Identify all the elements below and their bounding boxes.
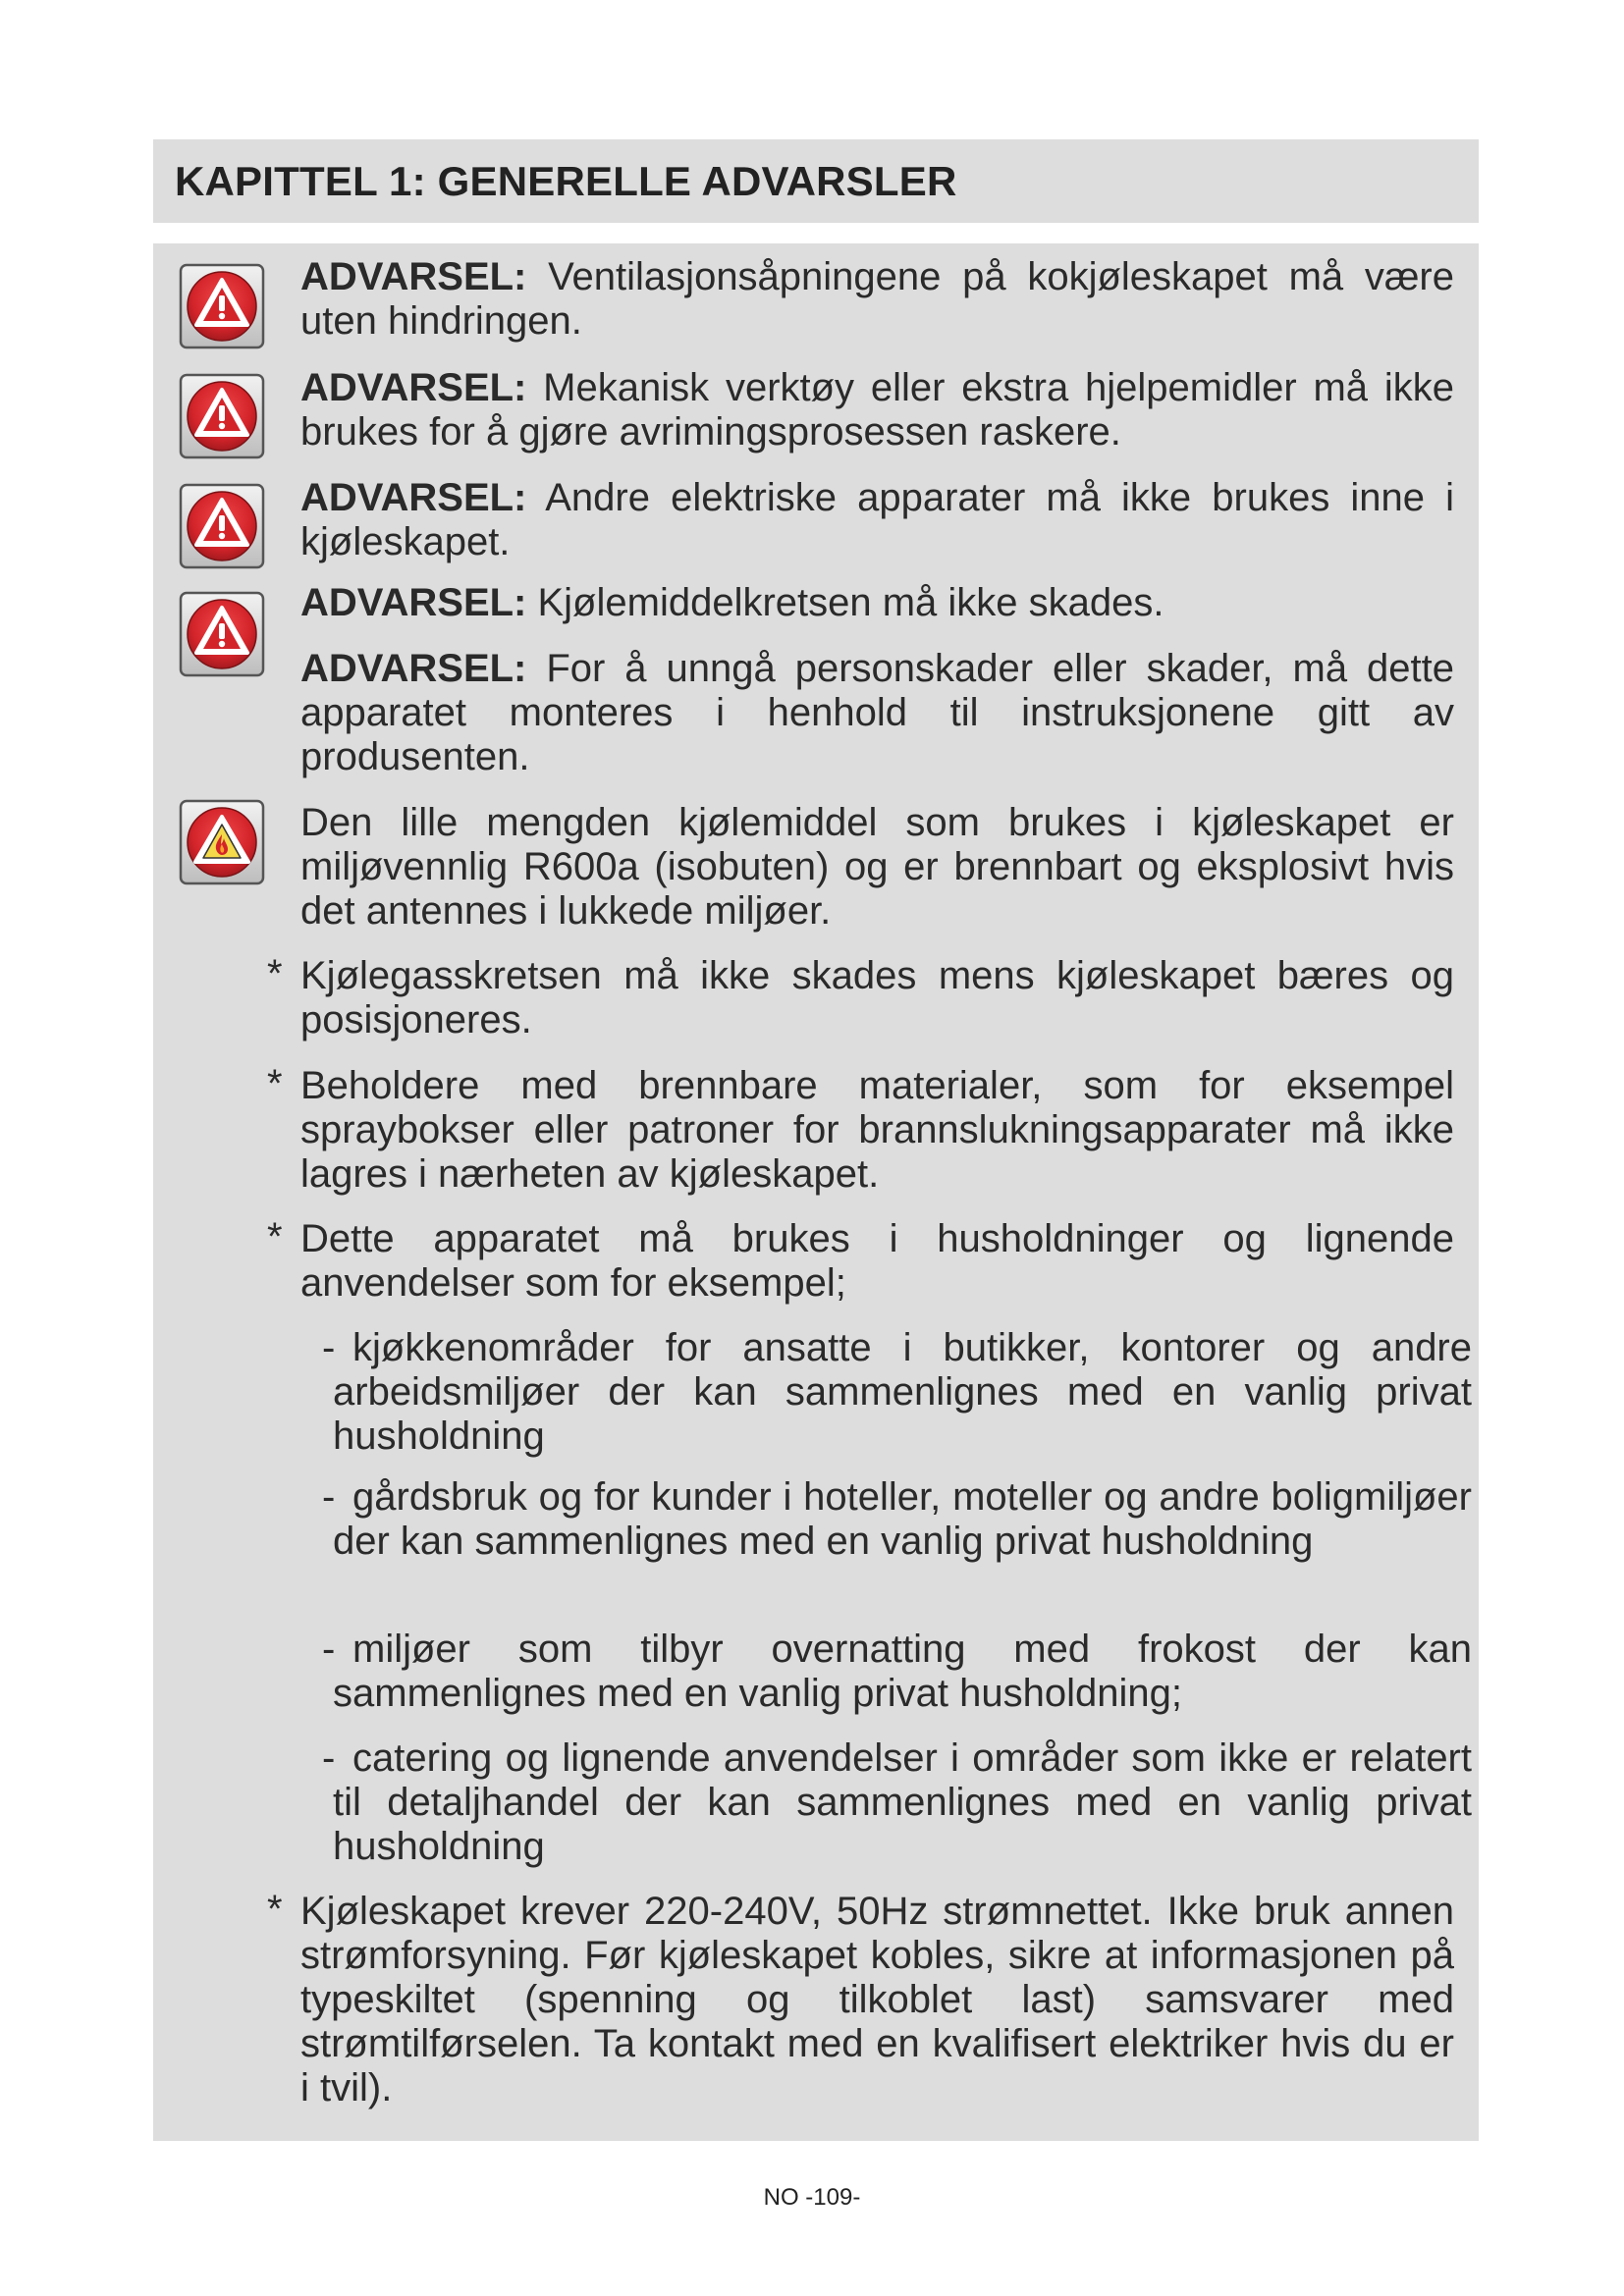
warning-label: ADVARSEL: [300,476,527,519]
warning-electrical-appliances [300,476,1454,564]
warning-label: ADVARSEL: [300,366,527,409]
sub-item-farm-houses: gårdsbruk og for kunder i hoteller, moteller og andre boligmiljøer der kan sammenlignes med en vanlig privat husholdning [333,1475,1472,1563]
warning-label: ADVARSEL: [300,581,527,624]
bullet-marker: * [267,1888,283,1931]
warning-text: Andre elektriske apparater må ikke brukes inne i kjøleskapet. [300,476,1454,563]
page-number: NO -109- [763,2184,861,2211]
warning-defrost-tools [300,366,1454,454]
warning-triangle-icon [179,483,265,569]
warning-triangle-icon [179,591,265,677]
bullet-marker: * [267,1062,283,1105]
warning-text: Mekanisk verktøy eller ekstra hjelpemidler må ikke brukes for å gjøre avrimingsprosessen raskere. [300,366,1454,454]
bullet-flammable-containers: Beholdere med brennbare materialer, som for eksempel spraybokser eller patroner for brannslukningsapparater må ikke lagres i nærheten av kjøleskapet. [300,1064,1454,1196]
warning-text: Ventilasjonsåpningene på kokjøleskapet må være uten hindringen. [300,255,1454,343]
sub-item-marker: - [322,1736,336,1780]
warning-refrigerant-circuit [300,581,1454,625]
chapter-title: KAPITTEL 1: GENERELLE ADVARSLER [175,157,957,204]
chapter-header [153,139,1479,223]
sub-item-bed-and-breakfast: miljøer som tilbyr overnatting med frokost der kan sammenlignes med en vanlig privat husholdning; [333,1628,1472,1715]
warning-text: Kjølemiddelkretsen må ikke skades. [526,581,1164,624]
warning-ventilation [300,255,1454,344]
bullet-power-supply: Kjøleskapet krever 220-240V, 50Hz strømnettet. Ikke bruk annen strømforsyning. Før kjøleskapet kobles, sikre at informasjonen på typeskiltet (spenning og tilkoblet last) samsvarer med strømtilførselen. Ta kontakt med en kvalifisert elektriker hvis du er i tvil). [300,1890,1454,2109]
flammable-warning-icon [179,799,265,885]
sub-item-marker: - [322,1475,336,1519]
flammable-refrigerant-note: Den lille mengden kjølemiddel som brukes i kjøleskapet er miljøvennlig R600a (isobuten) og er brennbart og eksplosivt hvis det antennes i lukkede miljøer. [300,801,1454,933]
bullet-household-use: Dette apparatet må brukes i husholdninger og lignende anvendelser som for eksempel; [300,1217,1454,1305]
sub-item-catering: catering og lignende anvendelser i områder som ikke er relatert til detaljhandel der kan sammenlignes med en vanlig privat husholdning [333,1736,1472,1868]
bullet-marker: * [267,1215,283,1258]
warning-label: ADVARSEL: [300,647,527,690]
warning-triangle-icon [179,373,265,459]
bullet-marker: * [267,952,283,995]
warning-text: For å unngå personskader eller skader, må dette apparatet monteres i henhold til instruksjonene gitt av produsenten. [300,647,1454,778]
warning-label: ADVARSEL: [300,255,527,298]
bullet-gas-circuit: Kjølegasskretsen må ikke skades mens kjøleskapet bæres og posisjoneres. [300,954,1454,1041]
warning-triangle-icon [179,263,265,349]
warning-installation [300,647,1454,779]
sub-item-staff-kitchens: kjøkkenområder for ansatte i butikker, kontorer og andre arbeidsmiljøer der kan sammenlignes med en vanlig privat husholdning [333,1326,1472,1458]
sub-item-marker: - [322,1628,336,1671]
sub-item-marker: - [322,1326,336,1369]
warnings-panel [153,243,1479,2141]
